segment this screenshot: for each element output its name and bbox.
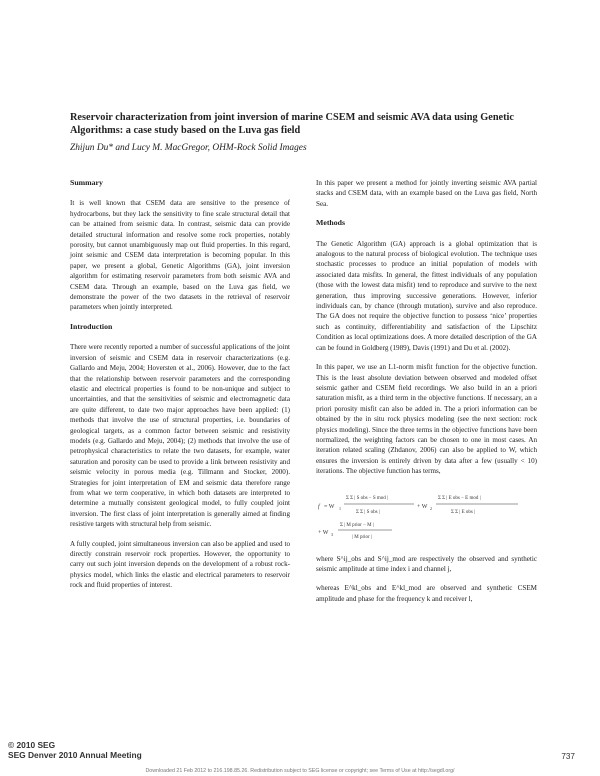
equation-graphic bbox=[316, 486, 537, 544]
svg-text:= W: = W bbox=[324, 503, 335, 510]
methods-paragraph-1: The Genetic Algorithm (GA) approach is a global optimization that is analogous to the natural process of biological evolution. The technique uses stochastic processes to produce an initial population of models with associated data misfits. In general, the fittest individuals of any population (those with the lowest data misfit) tend to reproduce and survive to the next generation, thus improving successive generations. However, inferior individuals can, by chance (through mutation), survive and also reproduce. The GA does not require the objective function to possess ‘nice’ properties such as continuity, differentiability and satisfaction of the Lipschitz Condition as local optimizations does. A more detailed description of the GA can be found in Goldberg (1989), Davis (1991) and Du et al. (2002). bbox=[316, 239, 537, 352]
where-line-1: where S^ij_obs and S^ij_mod are respectively the observed and synthetic seismic amplitude at time index i and channel j, bbox=[316, 554, 537, 573]
paper-title: Reservoir characterization from joint inversion of marine CSEM and seismic AVA data using Genetic Algorithms: a case study based on the Luva gas field bbox=[70, 112, 514, 136]
introduction-paragraph-3: In this paper we present a method for jointly inverting seismic AVA partial stacks and CSEM data, with an example based on the Luva gas field, North Sea. bbox=[316, 179, 537, 208]
svg-text:f: f bbox=[318, 503, 320, 510]
meeting-name: SEG Denver 2010 Annual Meeting bbox=[8, 749, 142, 760]
methods-paragraph-2: In this paper, we use an L1-norm misfit function for the objective function. This is the least absolute deviation between observed and modeled offset seismic gather and CSEM field recordings. We also build in an a priori saturation misfit, as a third term in the objective functions. If necessary, an a priori porosity misfit can also be added in. The a priori information can be obtained by the in situ rock physics modeling (see the next section: rock physics modeling). Since the three terms in the objective functions have been normalized, the weighting factors can be chosen to one in most cases. An iteration related scaling (Zhdanov, 2006) can also be applied to W, which ensures the inversion is entirely driven by data after a few (usually < 10) iterations. The objective function has terms, bbox=[316, 363, 537, 476]
svg-text:1: 1 bbox=[339, 505, 341, 511]
page-number: 737 bbox=[561, 752, 575, 761]
svg-text:Σ Σ | E obs |: Σ Σ | E obs | bbox=[451, 509, 476, 515]
svg-text:Σ Σ | E obs − E mod |: Σ Σ | E obs − E mod | bbox=[438, 495, 481, 501]
methods-heading: Methods bbox=[316, 218, 346, 228]
copyright-text: © 2010 SEG bbox=[8, 740, 56, 750]
svg-text:Σ Σ | S obs |: Σ Σ | S obs | bbox=[356, 509, 380, 515]
page-footer bbox=[8, 741, 142, 760]
svg-text:2: 2 bbox=[430, 505, 432, 511]
svg-text:3: 3 bbox=[331, 531, 333, 537]
where-line-2: whereas E^kl_obs and E^kl_mod are observed and synthetic CSEM amplitude and phase for the frequency k and receiver l, bbox=[316, 584, 537, 603]
introduction-paragraph-2: A fully coupled, joint simultaneous inversion can also be applied and used to directly constrain reservoir rock properties. However, the opportunity to carry out such joint inversion depends on the development of a robust rock-physics model, which links the elastic and electrical parameters to reservoir rock and fluid properties of interest. bbox=[70, 539, 290, 590]
svg-text:+ W: + W bbox=[318, 529, 329, 536]
summary-paragraph: It is well known that CSEM data are sensitive to the presence of hydrocarbons, but they lack the sensitivity to fine scale structural detail that can be attained from seismic data. In contrast, seismic data can provide detailed structural information and resolve some rock properties, notably porosity, but cannot unambiguously map out fluid properties. In this regard, joint seismic and CSEM data interpretation is becoming popular. In this paper, we present a global, Genetic Algorithms (GA), joint inversion algorithm for estimating reservoir parameters from both seismic AVA and CSEM data. Through an example, based on the Luva gas field, we demonstrate the power of the two datasets in the retrieval of reservoir parameters when jointly interpreted. bbox=[70, 199, 290, 312]
introduction-paragraph-1: There were recently reported a number of successful applications of the joint inversion of seismic and CSEM data in reservoir characterizations (e.g. Gallardo and Meju, 2004; Hoversten et al., 2006). However, due to the fact that the relationship between reservoir parameters and the corresponding elastic and electrical properties is found to be non-unique and subject to uncertainties, and that the sensitivities of seismic and electromagnetic data are quite different, to date two major approaches have been applied: (1) methods that involve the use of structural properties, i.e. boundaries of geological targets, as a common factor between seismic and resistivity models (e.g. Gallardo and Meju, 2004); (2) methods that involve the use of petrophysical characteristics to relate the two datasets, for example, water saturation and porosity can be used to provide a link between resistivity and seismic velocity in porous media (e.g. Tillmann and Stocker, 2000). Strategies for joint interpretation of EM and seismic data therefore range from what we term cooperative, in which both datasets are interpreted to determine a mutually consistent geological model, to fully coupled joint inversion. The first class of joint interpretation is generally aimed at finding resistive targets with structural help from seismic. bbox=[70, 343, 290, 529]
svg-text:Σ Σ | S obs − S mod |: Σ Σ | S obs − S mod | bbox=[346, 495, 389, 501]
left-column bbox=[70, 178, 290, 600]
right-column bbox=[316, 178, 537, 613]
objective-function-equation bbox=[316, 486, 537, 544]
download-notice: Downloaded 21 Feb 2012 to 216.198.85.26. Redistribution subject to SEG license or copyright; see Terms of Use at http://segdl.org/ bbox=[145, 768, 455, 774]
svg-text:Σ | M prior − M |: Σ | M prior − M | bbox=[340, 522, 374, 528]
svg-text:| M prior |: | M prior | bbox=[352, 534, 372, 540]
summary-heading: Summary bbox=[70, 178, 103, 187]
svg-text:+ W: + W bbox=[417, 503, 428, 510]
introduction-heading: Introduction bbox=[70, 321, 113, 331]
author-line: Zhijun Du* and Lucy M. MacGregor, OHM-Rock Solid Images bbox=[70, 143, 307, 153]
